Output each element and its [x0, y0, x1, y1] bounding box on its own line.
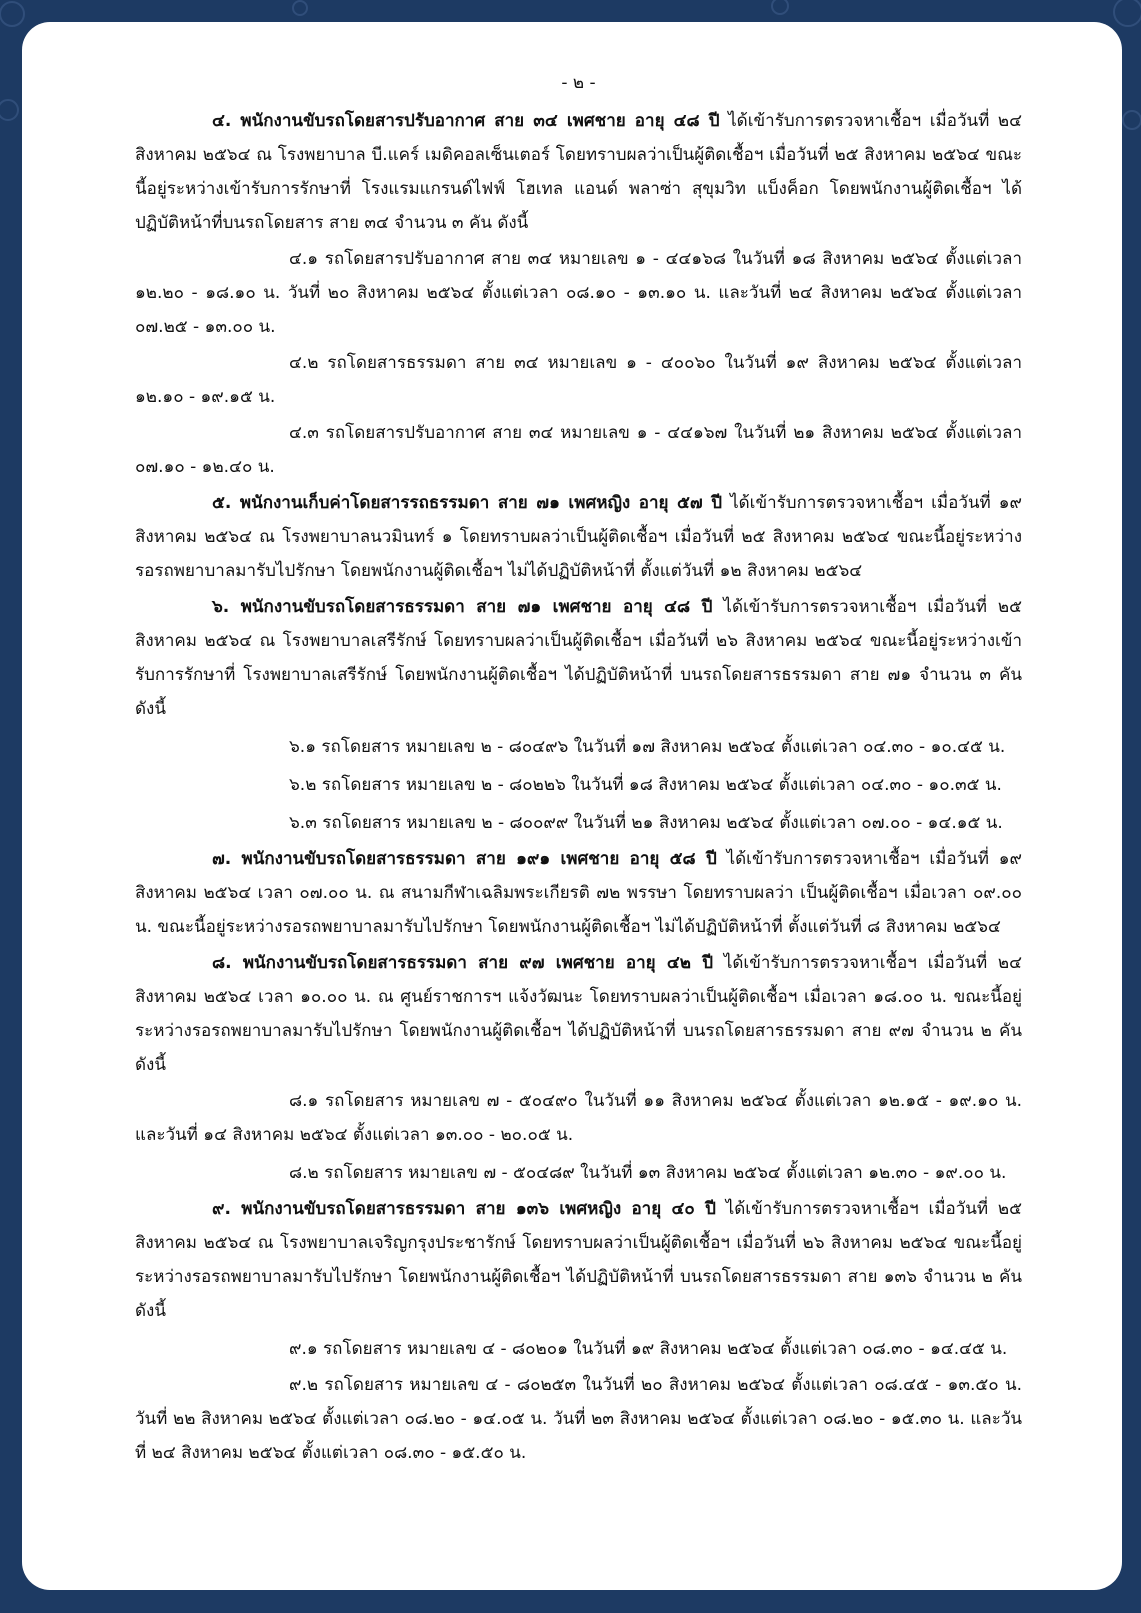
item-4-2: ๔.๒ รถโดยสารธรรมดา สาย ๓๔ หมายเลข ๑ - ๔๐๐๖๐ ในวันที่ ๑๙ สิงหาคม ๒๕๖๔ ตั้งแต่เวลา ๑๒.๑๐ - ๑๙.๑๕ น.	[135, 353, 1022, 407]
item-4-heading: ๔. พนักงานขับรถโดยสารปรับอากาศ สาย ๓๔ เพศชาย อายุ ๔๘ ปี	[212, 111, 720, 131]
item-6-body: ได้เข้ารับการตรวจหาเชื้อฯ เมื่อวันที่ ๒๕ สิงหาคม ๒๕๖๔ ณ โรงพยาบาลเสรีรักษ์ โดยทราบผลว่าเป็นผู้ติดเชื้อฯ เมื่อวันที่ ๒๖ สิงหาคม ๒๕๖๔ ขณะนี้อยู่ระหว่างเข้ารับการรักษาที่ โรงพยาบาลเสรีรักษ์ โดยพนักงานผู้ติดเชื้อฯ ได้ปฏิบัติหน้าที่ บนรถโดยสารธรรมดา สาย ๗๑ จำนวน ๓ คัน ดังนี้	[135, 597, 1022, 719]
page-number: - ๒ -	[561, 73, 596, 93]
item-6-heading: ๖. พนักงานขับรถโดยสารธรรมดา สาย ๗๑ เพศชาย อายุ ๔๘ ปี	[212, 597, 713, 617]
item-6-3: ๖.๓ รถโดยสาร หมายเลข ๒ - ๘๐๐๙๙ ในวันที่ ๒๑ สิงหาคม ๒๕๖๔ ตั้งแต่เวลา ๐๗.๐๐ - ๑๔.๑๕ น.	[289, 813, 1003, 833]
item-7-heading: ๗. พนักงานขับรถโดยสารธรรมดา สาย ๑๙๑ เพศชาย อายุ ๕๘ ปี	[212, 849, 717, 869]
item-8-paragraph	[135, 946, 1022, 1082]
item-6-2: ๖.๒ รถโดยสาร หมายเลข ๒ - ๘๐๒๒๖ ในวันที่ ๑๘ สิงหาคม ๒๕๖๔ ตั้งแต่เวลา ๐๔.๓๐ - ๑๐.๓๕ น.	[289, 775, 1002, 795]
item-8-body: ได้เข้ารับการตรวจหาเชื้อฯ เมื่อวันที่ ๒๔ สิงหาคม ๒๕๖๔ เวลา ๑๐.๐๐ น. ณ ศูนย์ราชการฯ แจ้งวัฒนะ โดยทราบผลว่าเป็นผู้ติดเชื้อฯ เมื่อเวลา ๑๘.๐๐ น. ขณะนี้อยู่ระหว่างรอรถพยาบาลมารับไปรักษา โดยพนักงานผู้ติดเชื้อฯ ได้ปฏิบัติหน้าที่ บนรถโดยสารธรรมดา สาย ๙๗ จำนวน ๒ คัน ดังนี้	[135, 953, 1022, 1075]
item-4-body: ได้เข้ารับการตรวจหาเชื้อฯ เมื่อวันที่ ๒๔ สิงหาคม ๒๕๖๔ ณ โรงพยาบาล บี.แคร์ เมดิคอลเซ็นเตอร์ โดยทราบผลว่าเป็นผู้ติดเชื้อฯ เมื่อวันที่ ๒๕ สิงหาคม ๒๕๖๔ ขณะนี้อยู่ระหว่างเข้ารับการรักษาที่ โรงแรมแกรนด์ไฟฟ์ โฮเทล แอนด์ พลาซ่า สุขุมวิท แบ็งค็อก โดยพนักงานผู้ติดเชื้อฯ ได้ปฏิบัติหน้าที่บนรถโดยสาร สาย ๓๔ จำนวน ๓ คัน ดังนี้	[135, 111, 1022, 233]
document-page	[22, 22, 1122, 1590]
item-7-body: ได้เข้ารับการตรวจหาเชื้อฯ เมื่อวันที่ ๑๙ สิงหาคม ๒๕๖๔ เวลา ๐๗.๐๐ น. ณ สนามกีฬาเฉลิมพระเกียรติ ๗๒ พรรษา โดยทราบผลว่า เป็นผู้ติดเชื้อฯ เมื่อเวลา ๐๙.๐๐ น. ขณะนี้อยู่ระหว่างรอรถพยาบาลมารับไปรักษา โดยพนักงานผู้ติดเชื้อฯ ไม่ได้ปฏิบัติหน้าที่ ตั้งแต่วันที่ ๘ สิงหาคม ๒๕๖๔	[135, 849, 1023, 937]
item-8-1: ๘.๑ รถโดยสาร หมายเลข ๗ - ๕๐๔๙๐ ในวันที่ ๑๑ สิงหาคม ๒๕๖๔ ตั้งแต่เวลา ๑๒.๑๕ - ๑๙.๑๐ น. และวันที่ ๑๔ สิงหาคม ๒๕๖๔ ตั้งแต่เวลา ๑๓.๐๐ - ๒๐.๐๕ น.	[135, 1091, 1022, 1145]
item-8-2: ๘.๒ รถโดยสาร หมายเลข ๗ - ๕๐๔๘๙ ในวันที่ ๑๓ สิงหาคม ๒๕๖๔ ตั้งแต่เวลา ๑๒.๓๐ - ๑๙.๐๐ น.	[289, 1163, 1007, 1183]
item-5-heading: ๕. พนักงานเก็บค่าโดยสารรถธรรมดา สาย ๗๑ เพศหญิง อายุ ๕๗ ปี	[212, 493, 723, 513]
item-5-body: ได้เข้ารับการตรวจหาเชื้อฯ เมื่อวันที่ ๑๙ สิงหาคม ๒๕๖๔ ณ โรงพยาบาลนวมินทร์ ๑ โดยทราบผลว่าเป็นผู้ติดเชื้อฯ เมื่อวันที่ ๒๕ สิงหาคม ๒๕๖๔ ขณะนี้อยู่ระหว่างรอรถพยาบาลมารับไปรักษา โดยพนักงานผู้ติดเชื้อฯ ไม่ได้ปฏิบัติหน้าที่ ตั้งแต่วันที่ ๑๒ สิงหาคม ๒๕๖๔	[135, 493, 1022, 581]
item-8-heading: ๘. พนักงานขับรถโดยสารธรรมดา สาย ๙๗ เพศชาย อายุ ๔๒ ปี	[212, 953, 714, 973]
item-5-paragraph	[135, 486, 1022, 588]
item-4-paragraph	[135, 104, 1022, 240]
item-9-2: ๙.๒ รถโดยสาร หมายเลข ๔ - ๘๐๒๕๓ ในวันที่ ๒๐ สิงหาคม ๒๕๖๔ ตั้งแต่เวลา ๐๘.๔๕ - ๑๓.๕๐ น. วันที่ ๒๒ สิงหาคม ๒๕๖๔ ตั้งแต่เวลา ๐๘.๒๐ - ๑๔.๐๕ น. วันที่ ๒๓ สิงหาคม ๒๕๖๔ ตั้งแต่เวลา ๐๘.๒๐ - ๑๕.๓๐ น. และวันที่ ๒๔ สิงหาคม ๒๕๖๔ ตั้งแต่เวลา ๐๘.๓๐ - ๑๕.๕๐ น.	[135, 1375, 1022, 1463]
item-7-paragraph	[135, 842, 1022, 944]
item-9-1: ๙.๑ รถโดยสาร หมายเลข ๔ - ๘๐๒๐๑ ในวันที่ ๑๙ สิงหาคม ๒๕๖๔ ตั้งแต่เวลา ๐๘.๓๐ - ๑๔.๔๕ น.	[289, 1339, 1008, 1359]
item-6-paragraph	[135, 590, 1022, 726]
item-6-1: ๖.๑ รถโดยสาร หมายเลข ๒ - ๘๐๔๙๖ ในวันที่ ๑๗ สิงหาคม ๒๕๖๔ ตั้งแต่เวลา ๐๔.๓๐ - ๑๐.๔๕ น.	[289, 737, 1006, 757]
item-4-3: ๔.๓ รถโดยสารปรับอากาศ สาย ๓๔ หมายเลข ๑ - ๔๔๑๖๗ ในวันที่ ๒๑ สิงหาคม ๒๕๖๔ ตั้งแต่เวลา ๐๗.๑๐ - ๑๒.๔๐ น.	[135, 423, 1022, 477]
item-4-1: ๔.๑ รถโดยสารปรับอากาศ สาย ๓๔ หมายเลข ๑ - ๔๔๑๖๘ ในวันที่ ๑๘ สิงหาคม ๒๕๖๔ ตั้งแต่เวลา ๑๒.๒๐ - ๑๘.๑๐ น. วันที่ ๒๐ สิงหาคม ๒๕๖๔ ตั้งแต่เวลา ๐๘.๑๐ - ๑๓.๑๐ น. และวันที่ ๒๔ สิงหาคม ๒๕๖๔ ตั้งแต่เวลา ๐๗.๒๕ - ๑๓.๐๐ น.	[135, 249, 1022, 337]
item-9-heading: ๙. พนักงานขับรถโดยสารธรรมดา สาย ๑๓๖ เพศหญิง อายุ ๔๐ ปี	[212, 1199, 716, 1219]
item-9-paragraph	[135, 1192, 1022, 1328]
item-9-body: ได้เข้ารับการตรวจหาเชื้อฯ เมื่อวันที่ ๒๕ สิงหาคม ๒๕๖๔ ณ โรงพยาบาลเจริญกรุงประชารักษ์ โดยทราบผลว่าเป็นผู้ติดเชื้อฯ เมื่อวันที่ ๒๖ สิงหาคม ๒๕๖๔ ขณะนี้อยู่ระหว่างรอรถพยาบาลมารับไปรักษา โดยพนักงานผู้ติดเชื้อฯ ได้ปฏิบัติหน้าที่ บนรถโดยสารธรรมดา สาย ๑๓๖ จำนวน ๒ คัน ดังนี้	[135, 1199, 1022, 1321]
